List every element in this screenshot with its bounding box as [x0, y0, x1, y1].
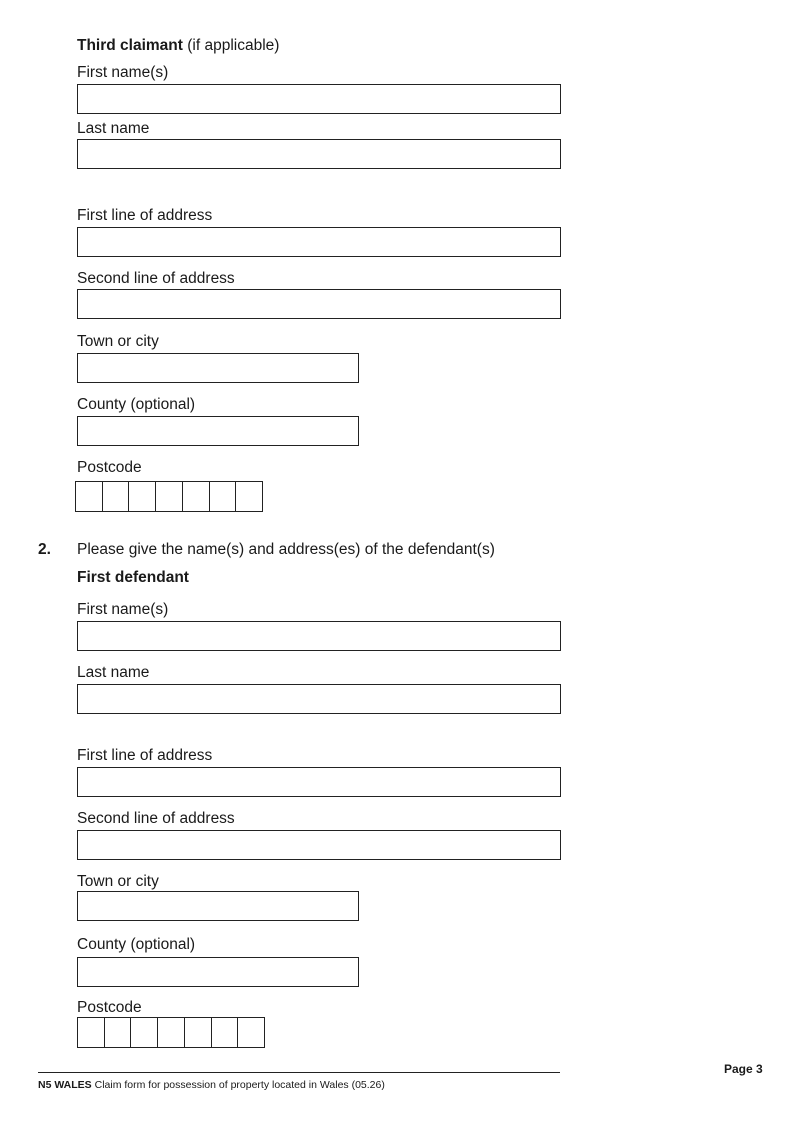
postcode-cell[interactable]	[76, 482, 103, 511]
third-claimant-address1-label: First line of address	[77, 207, 213, 224]
first-defendant-first-name-label: First name(s)	[77, 601, 169, 618]
postcode-cell[interactable]	[105, 1018, 132, 1047]
first-defendant-postcode-label: Postcode	[77, 999, 142, 1016]
question-2-text: Please give the name(s) and address(es) of the defendant(s)	[77, 541, 495, 558]
postcode-cell[interactable]	[183, 482, 210, 511]
postcode-cell[interactable]	[131, 1018, 158, 1047]
footer-form-title: Claim form for possession of property located in Wales (05.26)	[94, 1079, 385, 1091]
page-number: Page 3	[724, 1062, 763, 1076]
question-2-number: 2.	[38, 541, 51, 558]
third-claimant-last-name-field[interactable]	[77, 139, 561, 169]
postcode-cell[interactable]	[212, 1018, 239, 1047]
first-defendant-first-name-field[interactable]	[77, 621, 561, 651]
third-claimant-town-label: Town or city	[77, 333, 159, 350]
third-claimant-first-name-field[interactable]	[77, 84, 561, 114]
postcode-cell[interactable]	[78, 1018, 105, 1047]
first-defendant-address2-field[interactable]	[77, 830, 561, 860]
postcode-cell[interactable]	[158, 1018, 185, 1047]
first-defendant-address1-label: First line of address	[77, 747, 213, 764]
third-claimant-address1-field[interactable]	[77, 227, 561, 257]
third-claimant-town-field[interactable]	[77, 353, 359, 383]
first-defendant-county-label: County	[77, 936, 127, 953]
first-defendant-heading: First defendant	[77, 569, 189, 586]
footer-form-code: N5 WALES	[38, 1079, 92, 1091]
footer-divider	[38, 1072, 560, 1073]
first-defendant-county-note: (optional)	[130, 936, 196, 953]
first-defendant-address2-label: Second line of address	[77, 810, 235, 827]
third-claimant-title: Third claimant	[77, 37, 183, 54]
third-claimant-county-note: (optional)	[130, 396, 196, 413]
third-claimant-first-name-label: First name(s)	[77, 64, 169, 81]
third-claimant-county-field[interactable]	[77, 416, 359, 446]
first-defendant-postcode-boxes	[77, 1017, 265, 1048]
postcode-cell[interactable]	[210, 482, 237, 511]
third-claimant-postcode-boxes	[75, 481, 263, 512]
first-defendant-last-name-label: Last name	[77, 664, 150, 681]
third-claimant-postcode-label: Postcode	[77, 459, 142, 476]
third-claimant-note: (if applicable)	[187, 37, 280, 54]
third-claimant-address2-field[interactable]	[77, 289, 561, 319]
postcode-cell[interactable]	[103, 482, 130, 511]
third-claimant-heading	[77, 37, 279, 55]
first-defendant-town-field[interactable]	[77, 891, 359, 921]
postcode-cell[interactable]	[156, 482, 183, 511]
footer-text	[38, 1079, 385, 1091]
postcode-cell[interactable]	[185, 1018, 212, 1047]
postcode-cell[interactable]	[238, 1018, 264, 1047]
third-claimant-county-label-row	[77, 396, 195, 414]
third-claimant-address2-label: Second line of address	[77, 270, 235, 287]
first-defendant-address1-field[interactable]	[77, 767, 561, 797]
first-defendant-county-field[interactable]	[77, 957, 359, 987]
postcode-cell[interactable]	[129, 482, 156, 511]
third-claimant-last-name-label: Last name	[77, 120, 150, 137]
postcode-cell[interactable]	[236, 482, 262, 511]
first-defendant-county-label-row	[77, 936, 195, 954]
third-claimant-county-label: County	[77, 396, 127, 413]
first-defendant-town-label: Town or city	[77, 873, 159, 890]
first-defendant-last-name-field[interactable]	[77, 684, 561, 714]
